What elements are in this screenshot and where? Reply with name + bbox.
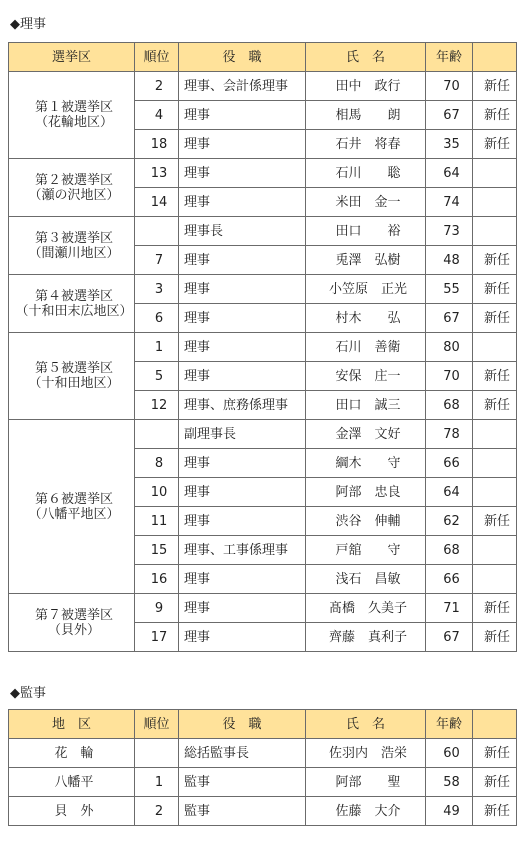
directors-table — [8, 42, 517, 652]
name-cell: 金澤 文好 — [306, 420, 426, 449]
rank-cell — [135, 217, 179, 246]
role-cell: 理事 — [179, 507, 306, 536]
name-cell: 兎澤 弘樹 — [306, 246, 426, 275]
rank-cell: 15 — [135, 536, 179, 565]
age-cell: 70 — [426, 72, 473, 101]
role-cell: 理事 — [179, 623, 306, 652]
role-cell: 監事 — [179, 768, 306, 797]
rank-cell: 11 — [135, 507, 179, 536]
role-cell: 理事 — [179, 246, 306, 275]
district-area: （十和田末広地区） — [15, 303, 133, 319]
name-cell: 米田 金一 — [306, 188, 426, 217]
age-cell: 71 — [426, 594, 473, 623]
age-cell: 70 — [426, 362, 473, 391]
rank-cell: 2 — [135, 797, 179, 826]
new-flag-cell: 新任 — [473, 101, 517, 130]
header-rank: 順位 — [135, 43, 179, 72]
new-flag-cell — [473, 449, 517, 478]
header-flag — [473, 43, 517, 72]
director-row — [9, 159, 517, 188]
district-cell — [9, 275, 135, 333]
district-area: （瀬の沢地区） — [28, 187, 120, 203]
area-cell: 貝 外 — [9, 797, 135, 826]
role-cell: 理事 — [179, 449, 306, 478]
auditor-row — [9, 739, 517, 768]
new-flag-cell: 新任 — [473, 304, 517, 333]
role-cell: 副理事長 — [179, 420, 306, 449]
header-name: 氏 名 — [306, 43, 426, 72]
age-cell: 55 — [426, 275, 473, 304]
name-cell: 田口 裕 — [306, 217, 426, 246]
director-row — [9, 217, 517, 246]
rank-cell: 1 — [135, 768, 179, 797]
rank-cell: 4 — [135, 101, 179, 130]
rank-cell: 10 — [135, 478, 179, 507]
age-cell: 68 — [426, 536, 473, 565]
director-row — [9, 420, 517, 449]
age-cell: 64 — [426, 159, 473, 188]
age-cell: 58 — [426, 768, 473, 797]
age-cell: 67 — [426, 623, 473, 652]
rank-cell: 2 — [135, 72, 179, 101]
district-cell — [9, 72, 135, 159]
rank-cell: 7 — [135, 246, 179, 275]
rank-cell: 13 — [135, 159, 179, 188]
district-name: 第１被選挙区 — [34, 100, 113, 115]
role-cell: 理事 — [179, 159, 306, 188]
district-area: （貝外） — [47, 622, 100, 638]
rank-cell: 12 — [135, 391, 179, 420]
rank-cell: 1 — [135, 333, 179, 362]
district-cell — [9, 217, 135, 275]
name-cell: 安保 庄一 — [306, 362, 426, 391]
role-cell: 理事、庶務係理事 — [179, 391, 306, 420]
auditors-table — [8, 709, 517, 826]
new-flag-cell — [473, 333, 517, 362]
name-cell: 石川 聡 — [306, 159, 426, 188]
new-flag-cell: 新任 — [473, 507, 517, 536]
rank-cell — [135, 420, 179, 449]
role-cell: 監事 — [179, 797, 306, 826]
directors-header-row — [9, 43, 517, 72]
name-cell: 田口 誠三 — [306, 391, 426, 420]
new-flag-cell: 新任 — [473, 362, 517, 391]
header-flag — [473, 710, 517, 739]
new-flag-cell — [473, 536, 517, 565]
name-cell: 相馬 朗 — [306, 101, 426, 130]
role-cell: 理事 — [179, 304, 306, 333]
role-cell: 理事 — [179, 362, 306, 391]
age-cell: 68 — [426, 391, 473, 420]
new-flag-cell — [473, 478, 517, 507]
header-role: 役 職 — [179, 43, 306, 72]
rank-cell: 8 — [135, 449, 179, 478]
header-age: 年齢 — [426, 43, 473, 72]
director-row — [9, 594, 517, 623]
name-cell: 佐羽内 浩栄 — [306, 739, 426, 768]
district-name: 第４被選挙区 — [34, 288, 113, 304]
age-cell: 66 — [426, 565, 473, 594]
name-cell: 村木 弘 — [306, 304, 426, 333]
new-flag-cell: 新任 — [473, 594, 517, 623]
age-cell: 60 — [426, 739, 473, 768]
header-age: 年齢 — [426, 710, 473, 739]
auditor-row — [9, 768, 517, 797]
new-flag-cell — [473, 188, 517, 217]
new-flag-cell: 新任 — [473, 72, 517, 101]
role-cell: 理事 — [179, 333, 306, 362]
age-cell: 66 — [426, 449, 473, 478]
directors-heading: ◆理事 — [10, 17, 46, 32]
rank-cell — [135, 739, 179, 768]
rank-cell: 17 — [135, 623, 179, 652]
new-flag-cell — [473, 217, 517, 246]
role-cell: 理事 — [179, 565, 306, 594]
rank-cell: 3 — [135, 275, 179, 304]
role-cell: 理事、会計係理事 — [179, 72, 306, 101]
district-cell — [9, 159, 135, 217]
role-cell: 理事 — [179, 130, 306, 159]
header-area: 地 区 — [9, 710, 135, 739]
name-cell: 石川 善衛 — [306, 333, 426, 362]
new-flag-cell: 新任 — [473, 797, 517, 826]
age-cell: 48 — [426, 246, 473, 275]
name-cell: 阿部 忠良 — [306, 478, 426, 507]
name-cell: 石井 将春 — [306, 130, 426, 159]
director-row — [9, 72, 517, 101]
name-cell: 髙橋 久美子 — [306, 594, 426, 623]
header-district: 選挙区 — [9, 43, 135, 72]
district-area: （間瀬川地区） — [28, 245, 120, 261]
district-cell — [9, 594, 135, 652]
new-flag-cell: 新任 — [473, 391, 517, 420]
age-cell: 74 — [426, 188, 473, 217]
name-cell: 渋谷 伸輔 — [306, 507, 426, 536]
district-name: 第２被選挙区 — [34, 172, 113, 188]
district-area: （八幡平地区） — [28, 506, 120, 522]
auditors-header-row — [9, 710, 517, 739]
age-cell: 78 — [426, 420, 473, 449]
age-cell: 49 — [426, 797, 473, 826]
new-flag-cell: 新任 — [473, 768, 517, 797]
role-cell: 理事 — [179, 101, 306, 130]
auditor-row — [9, 797, 517, 826]
role-cell: 理事 — [179, 188, 306, 217]
age-cell: 67 — [426, 304, 473, 333]
directors-body — [9, 72, 517, 652]
name-cell: 小笠原 正光 — [306, 275, 426, 304]
new-flag-cell: 新任 — [473, 246, 517, 275]
district-name: 第６被選挙区 — [34, 491, 113, 507]
name-cell: 佐藤 大介 — [306, 797, 426, 826]
age-cell: 62 — [426, 507, 473, 536]
rank-cell: 14 — [135, 188, 179, 217]
new-flag-cell: 新任 — [473, 275, 517, 304]
auditors-body — [9, 739, 517, 826]
role-cell: 理事 — [179, 478, 306, 507]
district-name: 第７被選挙区 — [34, 607, 113, 623]
district-cell — [9, 333, 135, 420]
auditors-heading: ◆監事 — [10, 686, 46, 701]
name-cell: 阿部 聖 — [306, 768, 426, 797]
role-cell: 理事長 — [179, 217, 306, 246]
name-cell: 戸舘 守 — [306, 536, 426, 565]
rank-cell: 18 — [135, 130, 179, 159]
role-cell: 理事、工事係理事 — [179, 536, 306, 565]
new-flag-cell: 新任 — [473, 739, 517, 768]
name-cell: 浅石 昌敏 — [306, 565, 426, 594]
role-cell: 理事 — [179, 594, 306, 623]
name-cell: 綱木 守 — [306, 449, 426, 478]
header-role: 役 職 — [179, 710, 306, 739]
age-cell: 35 — [426, 130, 473, 159]
role-cell: 総括監事長 — [179, 739, 306, 768]
age-cell: 80 — [426, 333, 473, 362]
new-flag-cell — [473, 565, 517, 594]
rank-cell: 6 — [135, 304, 179, 333]
area-cell: 八幡平 — [9, 768, 135, 797]
director-row — [9, 333, 517, 362]
name-cell: 齊藤 真利子 — [306, 623, 426, 652]
district-area: （十和田地区） — [28, 376, 120, 391]
new-flag-cell: 新任 — [473, 130, 517, 159]
rank-cell: 16 — [135, 565, 179, 594]
new-flag-cell — [473, 159, 517, 188]
header-name: 氏 名 — [306, 710, 426, 739]
header-rank: 順位 — [135, 710, 179, 739]
age-cell: 73 — [426, 217, 473, 246]
name-cell: 田中 政行 — [306, 72, 426, 101]
new-flag-cell: 新任 — [473, 623, 517, 652]
area-cell: 花 輪 — [9, 739, 135, 768]
district-name: 第５被選挙区 — [34, 361, 113, 376]
new-flag-cell — [473, 420, 517, 449]
director-row — [9, 275, 517, 304]
age-cell: 67 — [426, 101, 473, 130]
rank-cell: 9 — [135, 594, 179, 623]
age-cell: 64 — [426, 478, 473, 507]
rank-cell: 5 — [135, 362, 179, 391]
role-cell: 理事 — [179, 275, 306, 304]
district-area: （花輪地区） — [34, 115, 113, 130]
district-cell — [9, 420, 135, 594]
district-name: 第３被選挙区 — [34, 230, 113, 246]
